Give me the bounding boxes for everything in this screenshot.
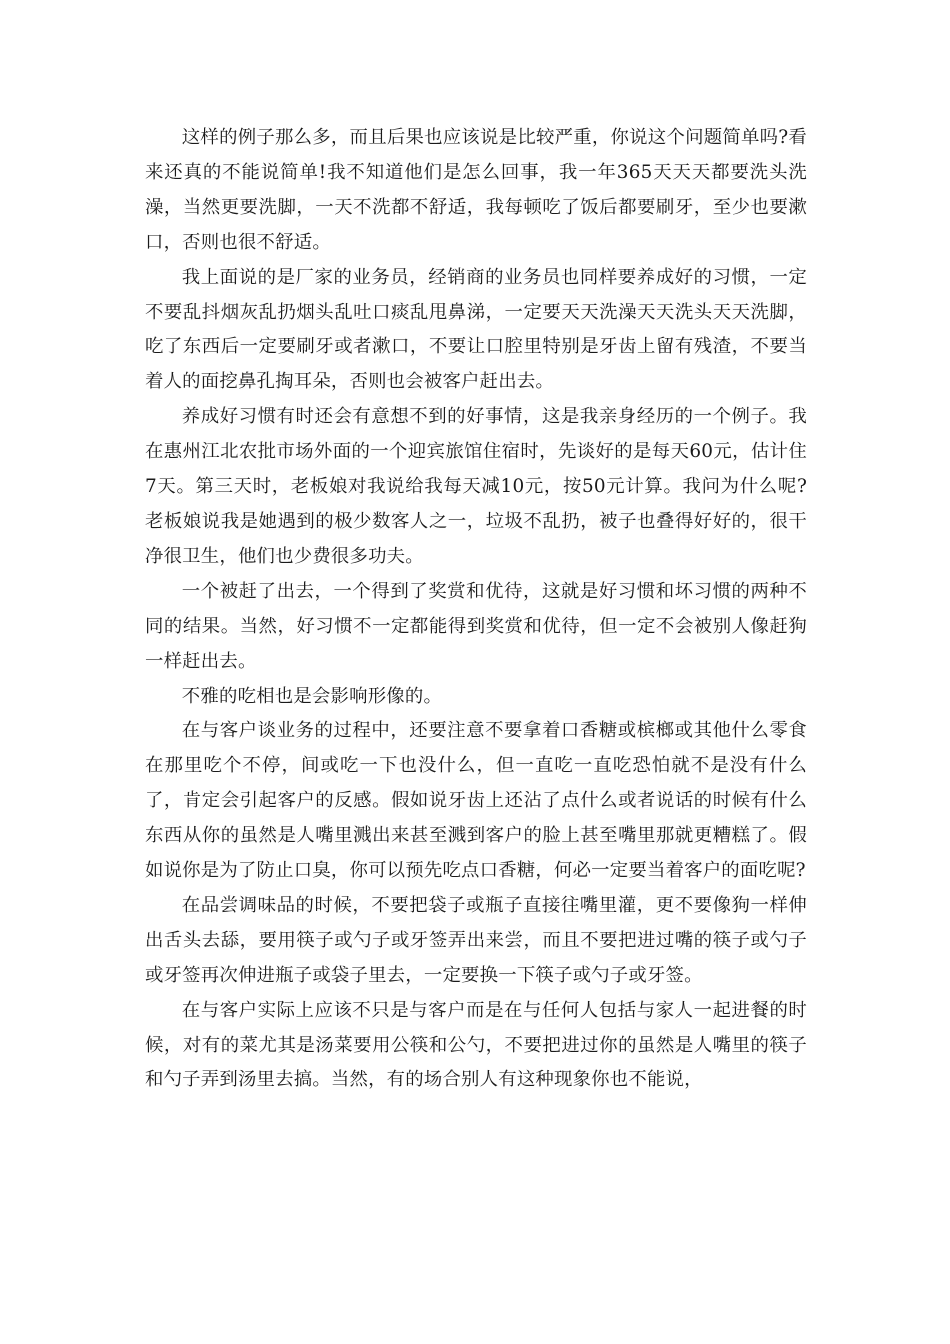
paragraph-4: 一个被赶了出去，一个得到了奖赏和优待，这就是好习惯和坏习惯的两种不同的结果。当然，好习惯不一定都能得到奖赏和优待，但一定不会被别人像赶狗一样赶出去。 <box>145 580 807 672</box>
paragraph-1: 这样的例子那么多，而且后果也应该说是比较严重，你说这个问题简单吗?看来还真的不能说简单!我不知道他们是怎么回事，我一年365天天天都要洗头洗澡，当然更要洗脚，一天不洗都不舒适，我每顿吃了饭后都要刷牙，至少也要漱口，否则也很不舒适。 <box>145 127 807 253</box>
document-body <box>145 121 807 1098</box>
paragraph-3: 养成好习惯有时还会有意想不到的好事情，这是我亲身经历的一个例子。我在惠州江北农批市场外面的一个迎宾旅馆住宿时，先谈好的是每天60元，估计住7天。第三天时，老板娘对我说给我每天减10元，按50元计算。我问为什么呢?老板娘说我是她遇到的极少数客人之一，垃圾不乱扔，被子也叠得好好的，很干净很卫生，他们也少费很多功夫。 <box>145 406 807 567</box>
paragraph-8: 在与客户实际上应该不只是与客户而是在与任何人包括与家人一起进餐的时候，对有的菜尤其是汤菜要用公筷和公勺，不要把进过你的虽然是人嘴里的筷子和勺子弄到汤里去搞。当然，有的场合别人有这种现象你也不能说， <box>145 999 807 1091</box>
paragraph-2: 我上面说的是厂家的业务员，经销商的业务员也同样要养成好的习惯，一定不要乱抖烟灰乱扔烟头乱吐口痰乱甩鼻涕，一定要天天洗澡天天洗头天天洗脚，吃了东西后一定要刷牙或者漱口，不要让口腔里特别是牙齿上留有残渣，不要当着人的面挖鼻孔掏耳朵，否则也会被客户赶出去。 <box>145 266 807 393</box>
paragraph-5: 不雅的吃相也是会影响形像的。 <box>181 685 443 707</box>
paragraph-7: 在品尝调味品的时候，不要把袋子或瓶子直接往嘴里灌，更不要像狗一样伸出舌头去舔，要用筷子或勺子或牙签弄出来尝，而且不要把进过嘴的筷子或勺子或牙签再次伸进瓶子或袋子里去，一定要换一下筷子或勺子或牙签。 <box>145 894 807 986</box>
paragraph-6: 在与客户谈业务的过程中，还要注意不要拿着口香糖或槟榔或其他什么零食在那里吃个不停，间或吃一下也没什么，但一直吃一直吃恐怕就不是没有什么了，肯定会引起客户的反感。假如说牙齿上还沾了点什么或者说话的时候有什么东西从你的虽然是人嘴里溅出来甚至溅到客户的脸上甚至嘴里那就更糟糕了。假如说你是为了防止口臭，你可以预先吃点口香糖，何必一定要当着客户的面吃呢? <box>145 720 807 882</box>
